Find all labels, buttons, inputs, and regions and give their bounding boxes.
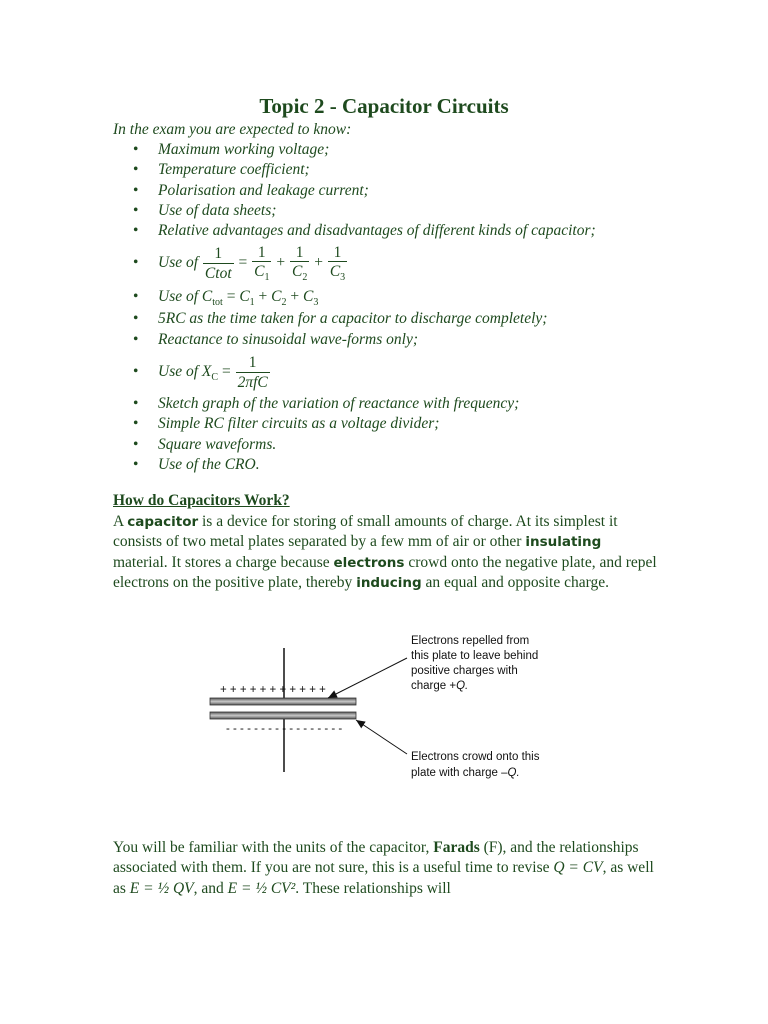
list-item: • Maximum working voltage;: [113, 140, 673, 160]
label-bottom-line1: Electrons crowd onto this: [411, 751, 540, 763]
list-item: • Reactance to sinusoidal wave-forms only;: [113, 330, 673, 350]
list-item-parallel-formula: • Use of $C_{tot} = C_1 + C_2 + C_3$: [113, 285, 673, 309]
formula-prefix: Use of: [158, 254, 199, 272]
list-item: • Simple RC filter circuits as a voltage divider;: [113, 414, 673, 434]
label-top-line3: positive charges with: [411, 665, 518, 677]
paragraph-how-capacitors-work: A capacitor is a device for storing of small amounts of charge. At its simplest it consists of two metal plates separated by a few mm of air or other insulating material. It stores a charge because electrons crowd onto the negative plate, and repel electrons on the positive plate, thereby inducing an equal and opposite charge.: [113, 513, 657, 591]
fraction-c3: $\frac{1}{C_3}$: [329, 243, 346, 284]
label-bottom-line2: plate with charge –Q.: [411, 767, 520, 779]
section-heading: How do Capacitors Work?: [113, 492, 290, 509]
list-item-series-formula: • Use of $\frac{1}{\text{Ctot}}$ = $\frac{1}{C_1}$ + $\frac{1}{C_2}$ + $\frac{1}{C_3}$: [113, 241, 673, 285]
label-top-line1: Electrons repelled from: [411, 635, 530, 647]
label-top-line2: this plate to leave behind: [411, 650, 539, 662]
list-item-reactance-formula: • Use of $X_C$ = $\frac{1}{\text{2πfC}}$: [113, 350, 673, 394]
plus-signs: + + + + + + + + + + +: [220, 684, 326, 696]
fraction-c2: $\frac{1}{C_2}$: [291, 243, 308, 284]
fraction-ctot: $\frac{1}{\text{Ctot}}$: [204, 245, 232, 282]
list-item: • Relative advantages and disadvantages of different kinds of capacitor;: [113, 221, 673, 241]
list-item: • Use of data sheets;: [113, 201, 673, 221]
negative-plate: [210, 712, 356, 719]
list-item: • Sketch graph of the variation of reactance with frequency;: [113, 394, 673, 414]
list-item: • Temperature coefficient;: [113, 160, 673, 180]
list-item: • 5RC as the time taken for a capacitor to discharge completely;: [113, 309, 673, 329]
list-item: • Polarisation and leakage current;: [113, 181, 673, 201]
list-item: • Square waveforms.: [113, 435, 673, 455]
fraction-reactance: $\frac{1}{\text{2πfC}}$: [237, 354, 268, 391]
fraction-c1: $\frac{1}{C_1}$: [254, 243, 270, 284]
intro-text: In the exam you are expected to know:: [113, 121, 352, 138]
minus-signs: - - - - - - - - - - - - - - - - -: [226, 723, 343, 735]
label-top-line4: charge +Q.: [411, 680, 469, 692]
page-title: Topic 2 - Capacitor Circuits: [259, 94, 509, 118]
capacitor-diagram: [200, 628, 560, 788]
paragraph-units: You will be familiar with the units of the capacitor, Farads (F), and the relationships associated with them. If you are not sure, this is a useful time to revise Q = CV, as well as E = ½ QV, and E = ½ CV². These relationships will: [113, 839, 654, 897]
arrow-bottom: [356, 720, 407, 754]
positive-plate: [210, 698, 356, 705]
requirements-list: [113, 140, 673, 475]
arrow-top: [328, 658, 407, 698]
list-item: • Use of the CRO.: [113, 455, 673, 475]
